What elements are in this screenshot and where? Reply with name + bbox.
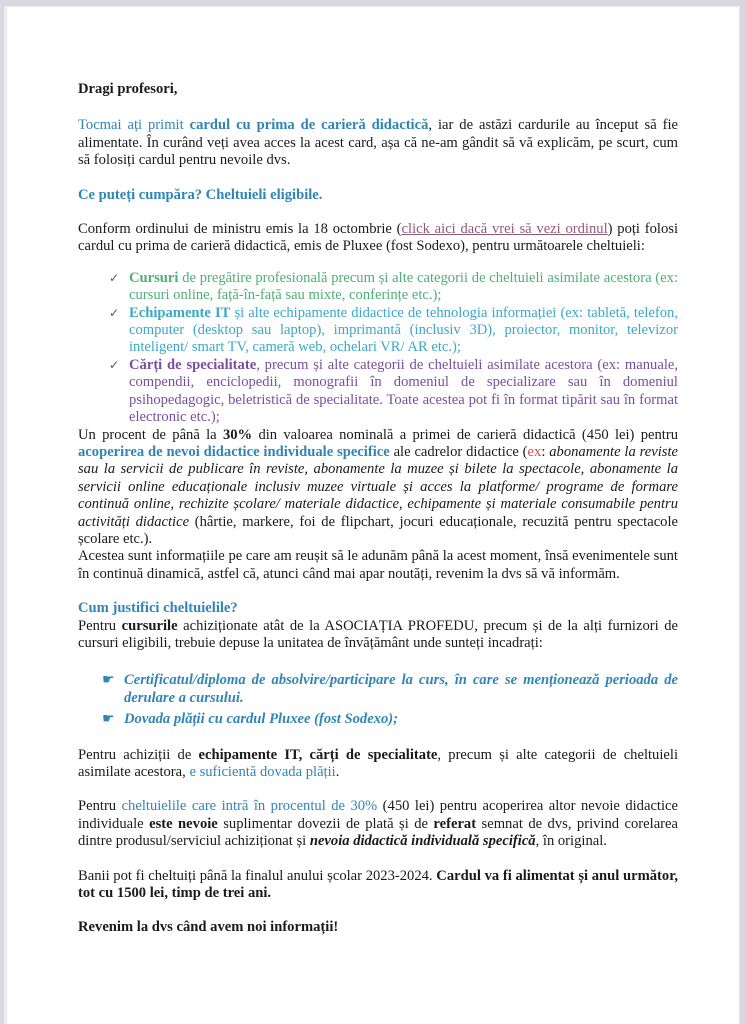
documents-list (78, 672, 678, 728)
percent-highlight: acoperirea de nevoi didactice individuale specifice (78, 443, 390, 460)
bold-text: referat (433, 815, 477, 832)
order-paragraph (78, 221, 678, 256)
text: ale cadrelor didactice ( (389, 443, 528, 460)
document-text: Dovada plății cu cardul Pluxee (fost Sodexo); (124, 711, 399, 728)
percent-paragraph (78, 427, 678, 549)
document-item-payment (104, 711, 678, 728)
text: (450 lei) pentru acoperirea altor nevoie didactice individuale (78, 798, 678, 832)
checkmark-icon: ✓ (109, 305, 120, 320)
text: din valoarea nominală a primei de carieră didactică (450 lei) pentru (252, 426, 678, 443)
order-link[interactable]: click aici dacă vrei să vezi ordinul (401, 221, 608, 238)
section-heading-justify: Cum justifici cheltuielile? (78, 600, 238, 617)
text: , în original. (535, 833, 607, 850)
bold-italic-text: nevoia didactică individuală specifică (309, 833, 536, 850)
it-highlight: e suficientă dovada plății (189, 764, 336, 780)
intro-lead: Tocmai ați primit (78, 117, 190, 134)
item-text: de pregătire profesională precum și alte categorii de cheltuieli asimilate acestora (ex: cursuri online, față-în-față sau mixte, conferințe etc.); (129, 269, 678, 304)
text: , precum și alte categorii de cheltuieli asimilate acestora, (78, 746, 678, 780)
document-body (78, 81, 678, 937)
text: Pentru achiziții de (78, 746, 199, 763)
page-frame (4, 6, 740, 1024)
percent-value: 30% (222, 426, 253, 443)
courses-bold: cursurile (121, 617, 178, 634)
section-heading-eligible: Ce puteți cumpăra? Cheltuieli eligibile. (78, 186, 323, 203)
document-text: Certificatul/diploma de absolvire/participare la curs, în care se menționează perioada de derulare a cursului. (124, 672, 678, 706)
item-title: Cursuri (129, 269, 179, 286)
intro-highlight: cardul cu prima de carieră didactică (189, 117, 429, 134)
text: : (541, 443, 550, 460)
text: achiziționate atât de la ASOCIAȚIA PROFEDU, precum și de la alți furnizori de cursuri eligibili, trebuie depuse la unitatea de învățământ unde sunteți incadrați: (78, 617, 678, 651)
document-item-certificate (104, 672, 678, 707)
eligible-item-books (109, 356, 678, 427)
it-bold: echipamente IT, cărți de specialitate (198, 746, 438, 763)
it-paragraph (78, 747, 678, 782)
order-text-after: ) poți folosi cardul cu prima de carieră didactică, emis de Pluxee (fost Sodexo), pentru următoarele cheltuieli: (78, 221, 678, 255)
ex-label: ex (527, 443, 542, 460)
eligible-item-it (109, 304, 678, 357)
text: Pentru (78, 798, 122, 815)
greeting: Dragi profesori, (78, 81, 178, 97)
item-title: Echipamente IT (129, 304, 231, 321)
courses-paragraph (78, 618, 678, 653)
checkmark-icon: ✓ (109, 270, 120, 285)
item-title: Cărți de specialitate (129, 356, 257, 373)
text: semnat de dvs, privind corelarea dintre produsul/serviciul achiziționat și (78, 815, 678, 850)
eligible-list (78, 270, 678, 427)
bold-text: este nevoie (149, 815, 218, 832)
text: suplimentar dovezii de plată și de (217, 815, 434, 832)
percent-justify-highlight: cheltuielile care intră în procentul de 30% (121, 798, 378, 815)
pointing-hand-icon: ☛ (102, 711, 115, 728)
examples-italic: abonamente la reviste sau la servicii de publicare în reviste, abonamente la muzee și bilete la spectacole, abonamente la servicii online educaționale inclusiv muzee virtuale și acces la platforme/ programe de formare continuă online, rechizite școlare/ materiale didactice, echipamente și materiale consumabile pentru activități didactice (78, 443, 679, 530)
text: . (335, 764, 340, 780)
intro-rest: , iar de astăzi cardurile au început să fie alimentate. În curând veți avea acces la acest card, așa că ne-am gândit să vă explicăm, pe scurt, cum să folosiți cardul pentru nevoile dvs. (78, 117, 678, 169)
intro-paragraph (78, 117, 678, 169)
closing-paragraph: Acestea sunt informațiile pe care am reușit să le adunăm până la acest moment, însă evenimentele sunt în continuă dinamică, astfel că, atunci când mai apar noutăți, revenim la dvs să vă informăm. (78, 548, 678, 582)
money-bold: Cardul va fi alimentat și anul următor, tot cu 1500 lei, timp de trei ani. (78, 867, 679, 902)
item-text: și alte echipamente didactice de tehnologia informației (ex: tabletă, telefon, computer (desktop sau laptop), imprimantă (inclusiv 3D), proiector, monitor, televizor inteligent/ smart TV, cameră web, ochelari VR/ AR etc.); (129, 304, 678, 356)
text: Banii pot fi cheltuiți până la finalul anului școlar 2023-2024. (78, 867, 437, 884)
percent-justify-paragraph (78, 798, 678, 850)
item-text: , precum și alte categorii de cheltuieli asimilate acestora (ex: manuale, compendii, enciclopedii, monografii în domeniul de specializare sau în domeniul psihopedagogic, beletristică de specialitate. Toate acestea pot fi în format tipărit sau în format electronic etc.); (129, 356, 678, 426)
signoff: Revenim la dvs când avem noi informații! (78, 919, 339, 936)
text: (hârtie, markere, foi de flipchart, jocuri educaționale, recuzită pentru spectacole școlare etc.). (78, 513, 679, 547)
eligible-item-courses (109, 269, 678, 305)
text: Un procent de până la (78, 426, 223, 443)
money-paragraph (78, 868, 678, 903)
text: Pentru (78, 617, 122, 634)
order-text-before: Conform ordinului de ministru emis la 18 octombrie ( (78, 221, 402, 238)
checkmark-icon: ✓ (109, 357, 120, 372)
pointing-hand-icon: ☛ (102, 672, 115, 689)
